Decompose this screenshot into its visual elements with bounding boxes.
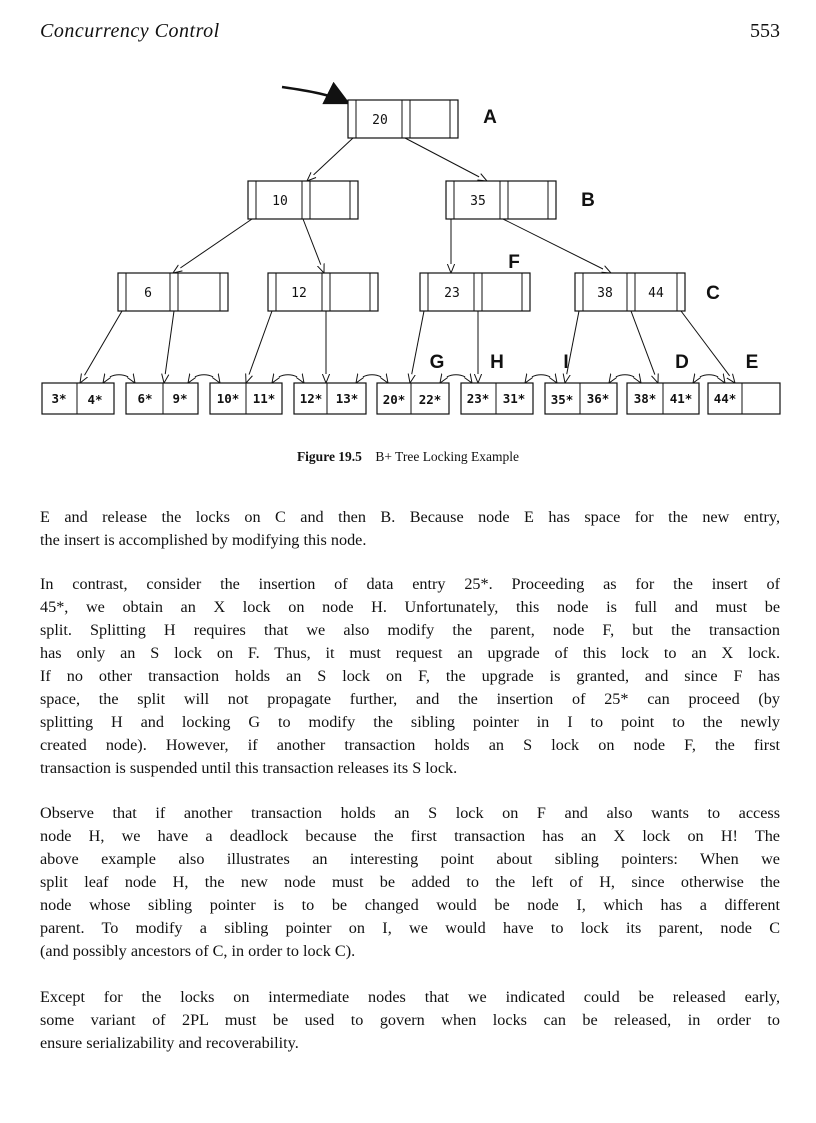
node-c-key-1: 38 [597, 286, 613, 301]
leaf-5-entry-1: 20* [382, 392, 406, 407]
leaf-1-entry-1: 3* [51, 391, 67, 406]
figure-caption-text: B+ Tree Locking Example [375, 449, 520, 464]
paragraph-line: split. Splitting H requires that we also modify the parent, node F, but the transaction [40, 621, 780, 639]
leaf-label-g: G [429, 352, 445, 373]
paragraph-line: Except for the locks on intermediate nodes that we indicated could be released early, [40, 988, 780, 1006]
leaf-9 [708, 383, 780, 414]
leaf-6 [461, 383, 533, 414]
page-number: 553 [750, 20, 780, 42]
leaf-2-entry-2: 9* [172, 391, 188, 406]
leaf-3 [210, 383, 282, 414]
paragraph-2 [40, 573, 780, 780]
leaf-1 [42, 383, 114, 414]
paragraph-line: space, the split will not propagate further, and the insertion of 25* can proceed (by [40, 690, 780, 708]
node-label-a: A [483, 107, 497, 128]
node-label-f: F [508, 252, 520, 273]
paragraph-line: transaction is suspended until this transaction releases its S lock. [40, 759, 458, 777]
paragraph-line: (and possibly ancestors of C, in order to lock C). [40, 942, 356, 960]
node-f-key: 23 [444, 286, 460, 301]
node-label-c: C [706, 283, 720, 304]
node-a-key: 20 [372, 113, 388, 128]
paragraph-line: created node). However, if another transaction holds an S lock on node F, the first [40, 736, 780, 754]
paragraph-line: splitting H and locking G to modify the sibling pointer in I to point to the newly [40, 713, 780, 731]
node-b-key: 35 [470, 194, 486, 209]
leaf-label-d: D [675, 352, 689, 373]
paragraph-1 [40, 506, 780, 552]
paragraph-line: has only an S lock on F. Thus, it must request an upgrade of this lock to an X lock. [40, 644, 780, 662]
paragraph-line: node H, we have a deadlock because the first transaction has an X lock on H! The [40, 827, 780, 845]
leaf-5 [377, 383, 449, 414]
paragraph-line: some variant of 2PL must be used to govern when locks can be released, in order to [40, 1011, 780, 1029]
paragraph-line: In contrast, consider the insertion of data entry 25*. Proceeding as for the insert of [40, 575, 780, 593]
leaf-8-entry-1: 38* [633, 391, 657, 406]
leaf-2-entry-1: 6* [137, 391, 153, 406]
node-b [446, 181, 556, 219]
node-c [575, 273, 685, 311]
paragraph-line: parent. To modify a sibling pointer on I, we would have to lock its parent, node C [40, 919, 780, 937]
node-10-key: 10 [272, 194, 288, 209]
paragraph-4 [40, 986, 780, 1055]
paragraph-line: ensure serializability and recoverability. [40, 1034, 299, 1052]
leaf-8 [627, 383, 699, 414]
leaf-1-entry-2: 4* [87, 392, 103, 407]
paragraph-line: Observe that if another transaction holds an S lock on F and also wants to access [40, 804, 780, 822]
paragraph-line: node whose sibling pointer is to be changed would be node I, which has a different [40, 896, 780, 914]
paragraph-line: split leaf node H, the new node must be added to the left of H, since otherwise the [40, 873, 780, 891]
node-c-key-2: 44 [648, 286, 664, 301]
figure-number: Figure 19.5 [296, 449, 362, 464]
leaf-label-i: I [563, 352, 569, 373]
running-title: Concurrency Control [40, 20, 220, 42]
running-head [40, 20, 780, 50]
leaf-label-e: E [745, 352, 759, 373]
leaf-4 [294, 383, 366, 414]
paragraph-line: above example also illustrates an interesting point about sibling pointers: When we [40, 850, 780, 868]
leaf-4-entry-2: 13* [335, 391, 359, 406]
leaf-3-entry-1: 10* [216, 391, 240, 406]
paragraph-line: 45*, we obtain an X lock on node H. Unfortunately, this node is full and must be [40, 598, 780, 616]
leaf-7-entry-2: 36* [586, 391, 610, 406]
leaf-7-entry-1: 35* [550, 392, 574, 407]
leaf-7 [545, 383, 617, 414]
tree-pointers [80, 138, 735, 383]
leaf-label-h: H [490, 352, 504, 373]
node-10 [248, 181, 358, 219]
root-pointer-arrow [282, 87, 348, 103]
node-12-key: 12 [291, 286, 307, 301]
leaf-2 [126, 383, 198, 414]
paragraph-line: E and release the locks on C and then B. Because node E has space for the new entry, [40, 508, 780, 526]
leaf-6-entry-2: 31* [502, 391, 526, 406]
node-6 [118, 273, 228, 311]
node-6-key: 6 [144, 286, 152, 301]
node-12 [268, 273, 378, 311]
node-f [420, 273, 530, 311]
figure-caption [0, 449, 816, 465]
leaf-9-entry-1: 44* [713, 391, 737, 406]
leaf-4-entry-1: 12* [299, 391, 323, 406]
leaf-6-entry-1: 23* [466, 391, 490, 406]
node-label-b: B [581, 190, 595, 211]
b-plus-tree-figure [0, 70, 816, 420]
paragraph-3 [40, 802, 780, 963]
paragraph-line: If no other transaction holds an S lock on F, the upgrade is granted, and since F has [40, 667, 780, 685]
paragraph-line: the insert is accomplished by modifying this node. [40, 531, 367, 549]
node-a [348, 100, 458, 138]
leaf-8-entry-2: 41* [669, 391, 693, 406]
leaf-3-entry-2: 11* [252, 391, 276, 406]
leaf-5-entry-2: 22* [418, 392, 442, 407]
sibling-pointers [103, 375, 725, 383]
